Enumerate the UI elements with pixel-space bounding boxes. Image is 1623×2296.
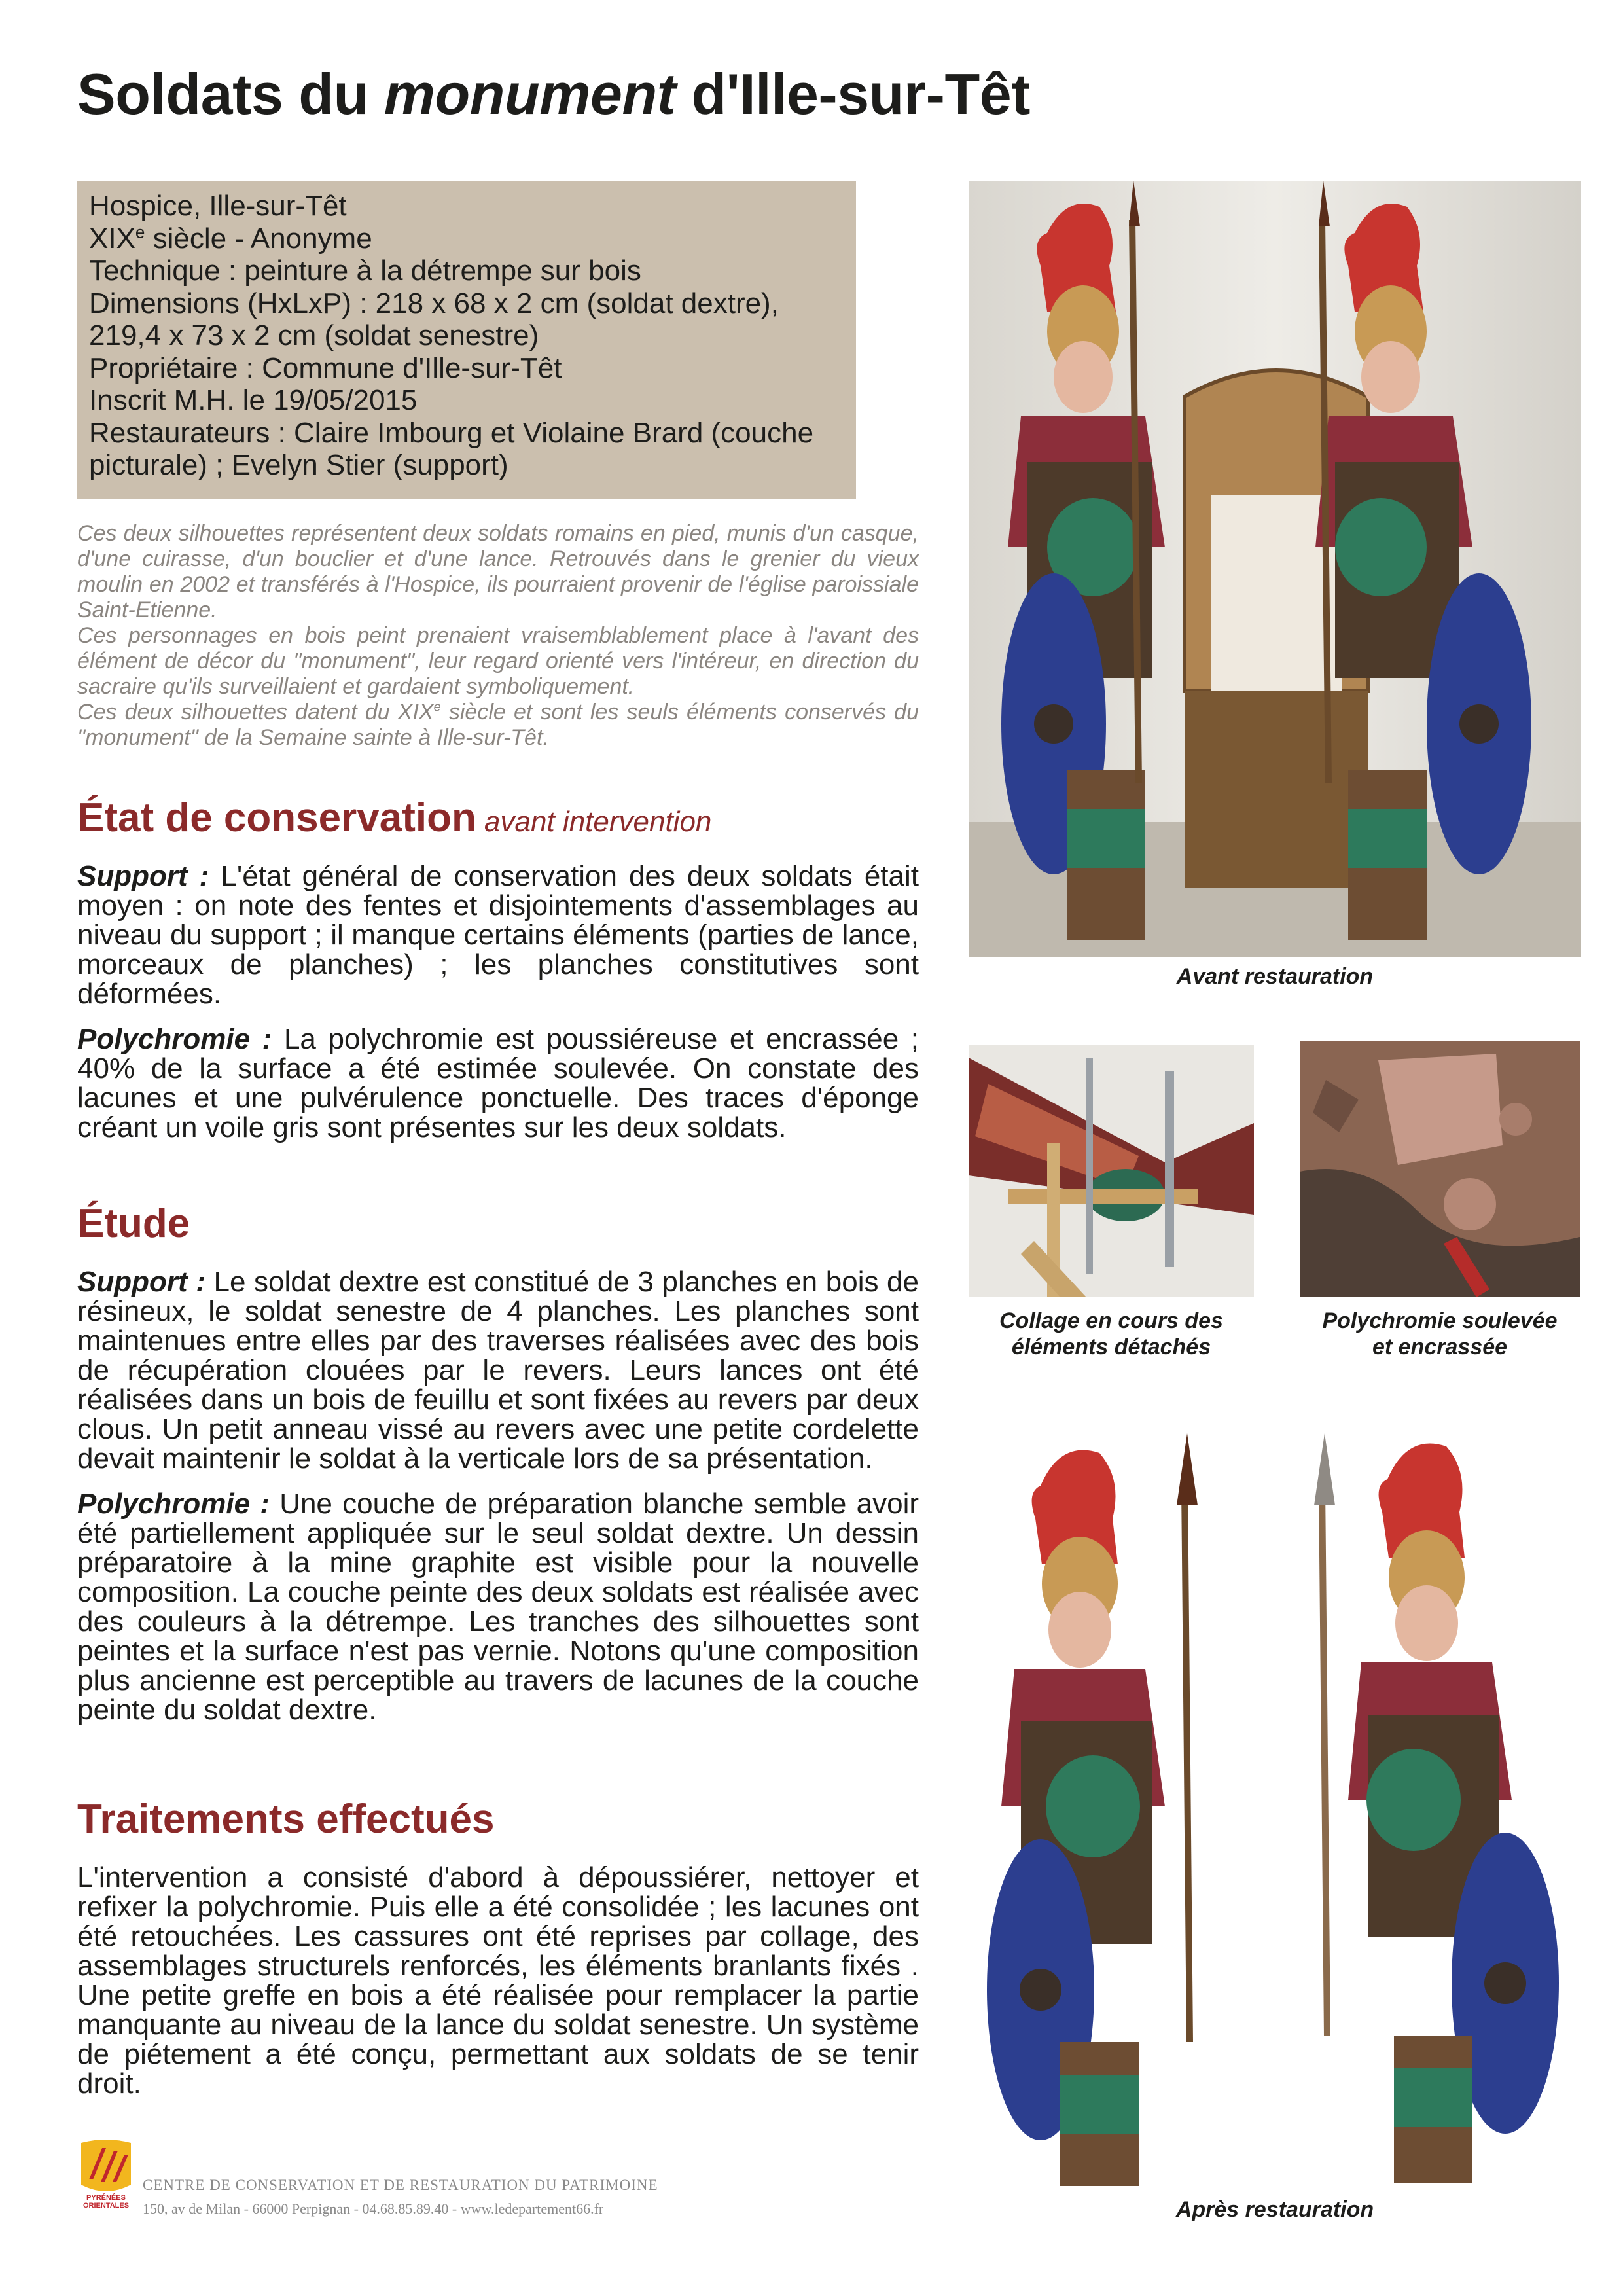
info-owner: Propriétaire : Commune d'Ille-sur-Têt <box>89 351 562 384</box>
info-location: Hospice, Ille-sur-Têt <box>89 190 347 222</box>
intro-text <box>77 521 919 751</box>
soldier-left-after <box>987 1433 1198 2186</box>
intro-paragraph <box>77 700 919 751</box>
poly-text: Une couche de préparation blanche semble avoir été partiellement appliquée sur le seul soldat dextre. Un dessin préparatoire à la mine graphite est visible pour la nouvelle composition. La couche peinte des deux soldats est réalisée avec des couleurs à la détrempe. Les tranches des silhouettes sont peintes et la surface n'est pas vernie. Notons qu'une composition plus ancienne est perceptible au travers de lacunes de la couche peinte du soldat dextre. <box>77 1488 919 1726</box>
caption-poly-line-1: Polychromie soulevée <box>1322 1308 1558 1333</box>
etude-poly-paragraph <box>77 1489 919 1725</box>
caption-avant: Avant restauration <box>1176 964 1374 989</box>
title-emphasis: monument <box>383 62 676 126</box>
etat-heading-text: État de conservation <box>77 795 476 840</box>
etude-support-paragraph <box>77 1267 919 1473</box>
photo-before-restoration <box>969 181 1581 957</box>
polychromie-detail-image <box>1300 1041 1580 1297</box>
caption-polychromie <box>1300 1308 1580 1360</box>
info-listing: Inscrit M.H. le 19/05/2015 <box>89 384 418 416</box>
etat-poly-paragraph <box>77 1024 919 1142</box>
caption-apres: Après restauration <box>1175 2197 1374 2222</box>
info-dimensions: Dimensions (HxLxP) : 218 x 68 x 2 cm (soldat dextre), <box>89 287 779 319</box>
department-logo <box>79 2139 134 2211</box>
intro-p3-end: siècle et sont les seuls éléments conservés du "monument" de la Semaine sainte à Ille-sur-Têt. <box>77 700 919 750</box>
photo-after-restoration <box>969 1414 1581 2190</box>
soldier-right-after <box>1314 1433 1559 2183</box>
intro-paragraph: Ces deux silhouettes représentent deux soldats romains en pied, munis d'un casque, d'une cuirasse, d'un bouclier et d'une lance. Retrouvés dans le grenier du vieux moulin en 2002 et transférés à l'Hospice, ils pourraient provenir de l'église paroissiale Saint-Etienne. <box>77 521 919 622</box>
page-title <box>77 63 1030 126</box>
logo-text-line-2: ORIENTALES <box>82 2202 130 2210</box>
footer-address: 150, av de Milan - 66000 Perpignan - 04.68.85.89.40 - www.ledepartement66.fr <box>143 2200 604 2217</box>
logo-text <box>79 2194 134 2210</box>
support-text: Le soldat dextre est constitué de 3 planches en bois de résineux, le soldat senestre de 4 planches. Les planches sont maintenues entre elles par des traverses réalisées avec des bois de récupération clouées par le revers. Leurs lances ont été réalisées dans un bois de feuillu et sont fixées au revers par deux clous. Un petit anneau vissé au revers avec une petite cordelette devait maintenir le soldat à la verticale lors de sa présentation. <box>77 1266 919 1475</box>
info-dimensions-2: 219,4 x 73 x 2 cm (soldat senestre) <box>89 319 539 351</box>
intro-p3-sup: e <box>433 700 441 715</box>
artwork-info-box <box>77 181 856 499</box>
caption-collage-line-1: Collage en cours des <box>999 1308 1223 1333</box>
info-technique: Technique : peinture à la détrempe sur bois <box>89 255 641 287</box>
collage-image <box>969 1045 1254 1297</box>
support-text: L'état général de conservation des deux soldats était moyen : on note des fentes et disjointements d'assemblages au niveau du support ; il manque certains éléments (parties de lance, morceaux de planches) ; les planches constitutives sont déformées. <box>77 860 919 1010</box>
poly-label: Polychromie : <box>77 1023 272 1055</box>
support-label: Support : <box>77 860 209 892</box>
logo-text-line-1: PYRÉNÉES <box>86 2194 126 2202</box>
section-heading-etat <box>77 796 711 840</box>
photo-polychromie <box>1300 1041 1580 1297</box>
info-century <box>89 223 844 255</box>
etude-body <box>77 1267 919 1740</box>
poly-label: Polychromie : <box>77 1488 270 1520</box>
info-restorers-2: picturale) ; Evelyn Stier (support) <box>89 449 508 481</box>
century-sup: e <box>135 221 145 242</box>
poly-text: La polychromie est poussiéreuse et encrassée ; 40% de la surface a été estimée soulevée. On constate des lacunes et une pulvérulence ponctuelle. Des traces d'éponge créant un voile gris sont présentes sur les deux soldats. <box>77 1023 919 1143</box>
traitements-body <box>77 1863 919 2114</box>
section-heading-traitements: Traitements effectués <box>77 1797 495 1842</box>
etat-support-paragraph <box>77 861 919 1009</box>
etat-heading-sub: avant intervention <box>476 806 712 838</box>
intro-paragraph: Ces personnages en bois peint prenaient vraisemblablement place à l'avant des élément de décor du "monument", leur regard orienté vers l'intéreur, en direction du sacraire qu'ils surveillaient et gardaient symboliquement. <box>77 623 919 699</box>
century-numeral: XIX <box>89 222 135 255</box>
soldiers-before-image <box>969 181 1581 957</box>
intro-p3-start: Ces deux silhouettes datent du XIX <box>77 700 434 725</box>
caption-collage-line-2: éléments détachés <box>1011 1335 1211 1359</box>
century-rest: siècle - Anonyme <box>145 222 372 255</box>
caption-poly-line-2: et encrassée <box>1372 1335 1508 1359</box>
title-text: Soldats du <box>77 62 384 126</box>
title-text-end: d'Ille-sur-Têt <box>675 62 1030 126</box>
caption-collage <box>969 1308 1254 1360</box>
soldiers-after-image <box>969 1414 1581 2190</box>
section-heading-etude: Étude <box>77 1201 190 1246</box>
etat-body <box>77 861 919 1158</box>
traitements-paragraph: L'intervention a consisté d'abord à dépoussiérer, nettoyer et refixer la polychromie. Puis elle a été consolidée ; les lacunes ont été retouchées. Les cassures ont été reprises par collage, des assemblages structurels renforcés, les éléments branlants fixés . Une petite greffe en bois a été réalisée pour remplacer la partie manquante au niveau de la lance du soldat senestre. Un système de piétement a été conçu, permettant aux soldats de se tenir droit. <box>77 1861 919 2100</box>
footer-organization: CENTRE DE CONSERVATION ET DE RESTAURATION DU PATRIMOINE <box>143 2177 658 2193</box>
info-restorers: Restaurateurs : Claire Imbourg et Violaine Brard (couche <box>89 416 814 449</box>
support-label: Support : <box>77 1266 205 1298</box>
photo-collage <box>969 1045 1254 1297</box>
